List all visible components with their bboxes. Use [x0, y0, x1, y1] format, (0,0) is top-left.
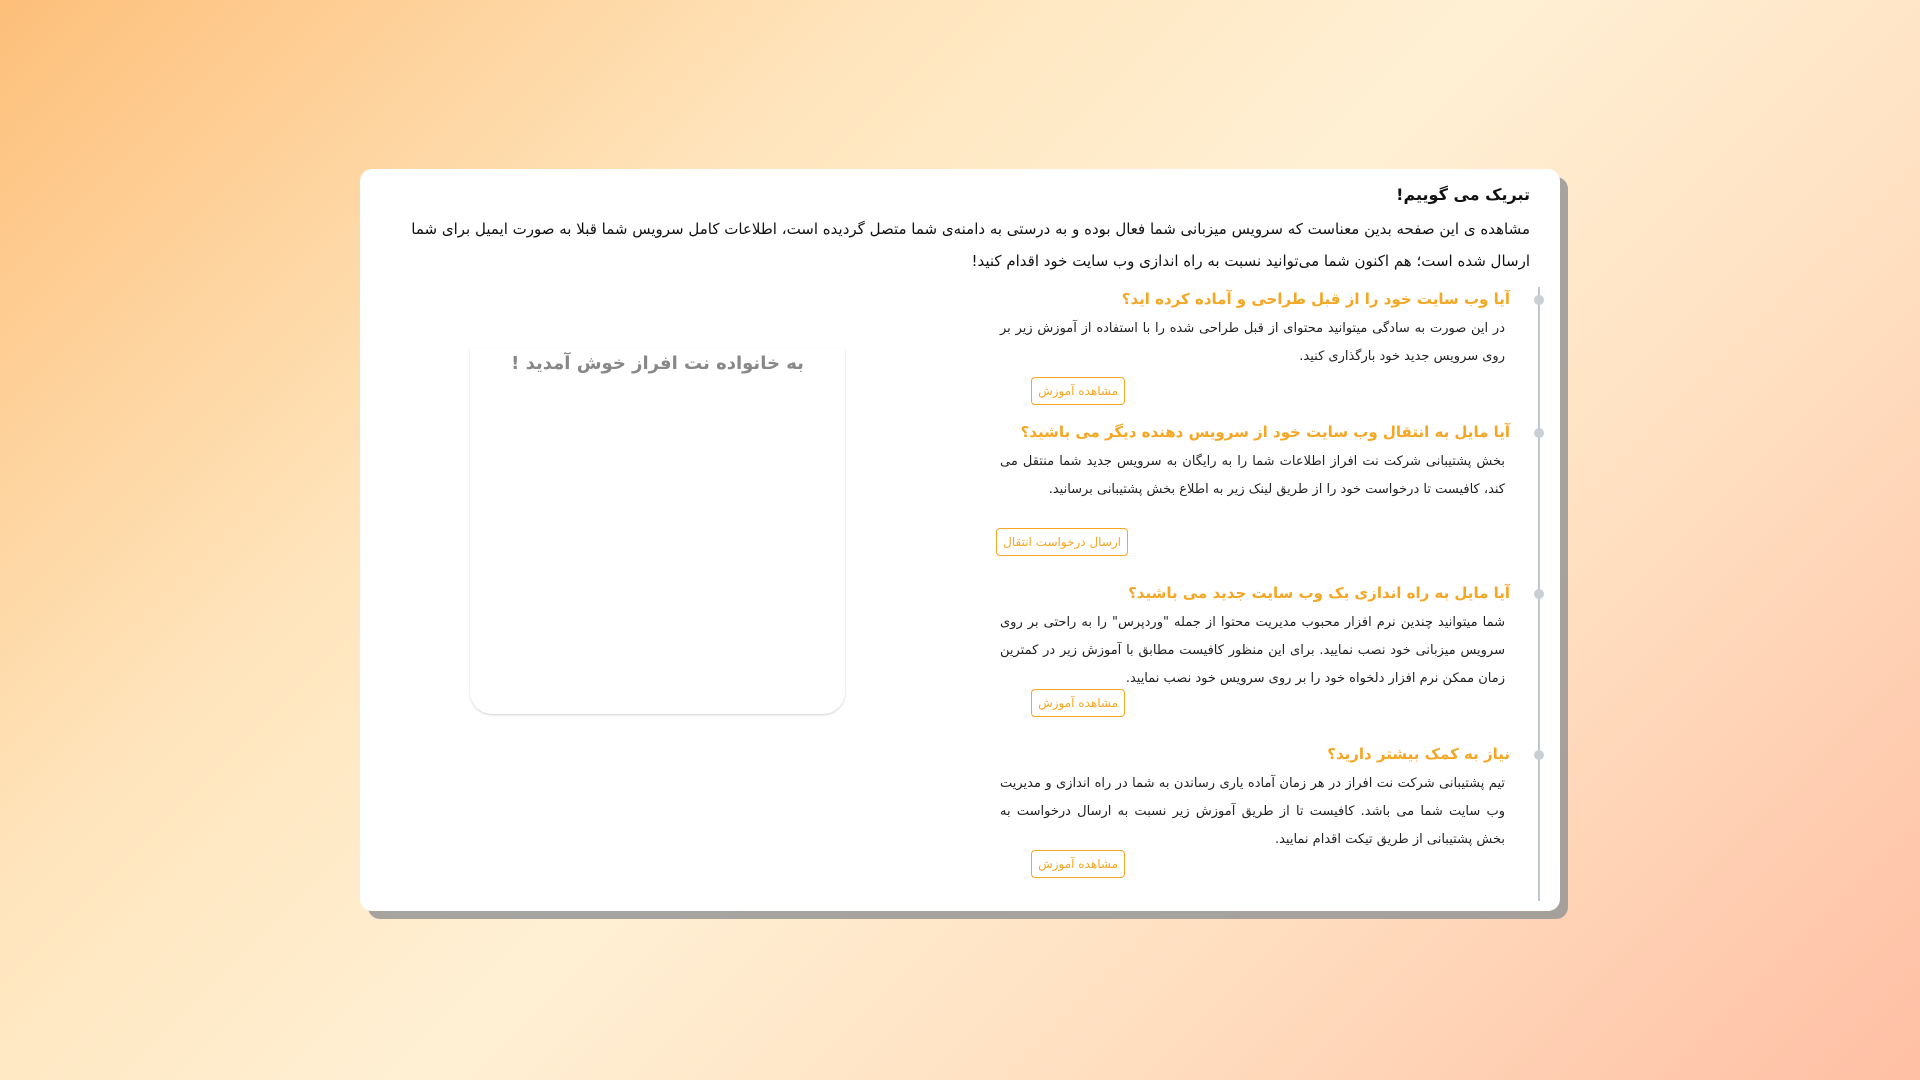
view-tutorial-button[interactable]: مشاهده آموزش [1031, 850, 1125, 878]
timeline-item-description: تیم پشتیبانی شرکت نت افراز در هر زمان آماده یاری رساندن به شما در راه اندازی و مدیریت وب سایت شما می باشد. کافیست تا از طریق آموزش زیر نسبت به ارسال درخواست به بخش پشتیبانی از طریق تیکت اقدام نمایید. [1000, 776, 1505, 847]
timeline [1000, 287, 1540, 901]
send-transfer-request-button[interactable]: ارسال درخواست انتقال [996, 528, 1128, 556]
timeline-item-description: بخش پشتیبانی شرکت نت افراز اطلاعات شما را به رایگان به سرویس جدید شما منتقل می کند، کافیست تا درخواست خود را از طریق لینک زیر به اطلاع بخش پشتیبانی برسانید. [1000, 454, 1505, 497]
timeline-item-description: در این صورت به سادگی میتوانید محتوای از قبل طراحی شده را با استفاده از آموزش زیر بر روی سرویس جدید خود بارگذاری کنید. [1000, 321, 1505, 364]
timeline-dot [1534, 750, 1544, 760]
timeline-item-title: آیا وب سایت خود را از قبل طراحی و آماده کرده اید؟ [1121, 290, 1510, 308]
timeline-dot [1534, 295, 1544, 305]
timeline-dot [1534, 428, 1544, 438]
welcome-panel [470, 349, 845, 714]
timeline-dot [1534, 589, 1544, 599]
intro-text: مشاهده ی این صفحه بدین معناست که سرویس میزبانی شما فعال بوده و به درستی به دامنه‌ی شما متصل گردیده است، اطلاعات کامل سرویس شما قبلا به صورت ایمیل برای شما ارسال شده است؛ هم اکنون شما می‌توانید نسبت به راه اندازی وب سایت خود اقدام کنید! [411, 220, 1530, 270]
intro-section [390, 183, 1530, 277]
main-card [360, 169, 1560, 911]
timeline-item-description: شما میتوانید چندین نرم افزار محبوب مدیریت محتوا از جمله "وردپرس" را به راحتی بر روی سرویس میزبانی خود نصب نمایید. برای این منظور کافیست مطابق با آموزش زیر در کمترین زمان ممکن نرم افزار دلخواه خود را بر روی سرویس خود نصب نمایید. [1000, 615, 1505, 686]
view-tutorial-button[interactable]: مشاهده آموزش [1031, 689, 1125, 717]
timeline-item-title: آیا مایل به انتقال وب سایت خود از سرویس دهنده دیگر می باشید؟ [1020, 423, 1510, 441]
timeline-item-title: آیا مایل به راه اندازی یک وب سایت جدید می باشید؟ [1128, 584, 1510, 602]
timeline-item-title: نیاز به کمک بیشتر دارید؟ [1327, 745, 1510, 763]
intro-title: تبریک می گوییم! [1396, 185, 1530, 204]
view-tutorial-button[interactable]: مشاهده آموزش [1031, 377, 1125, 405]
welcome-text: به خانواده نت افراز خوش آمدید ! [511, 353, 804, 374]
